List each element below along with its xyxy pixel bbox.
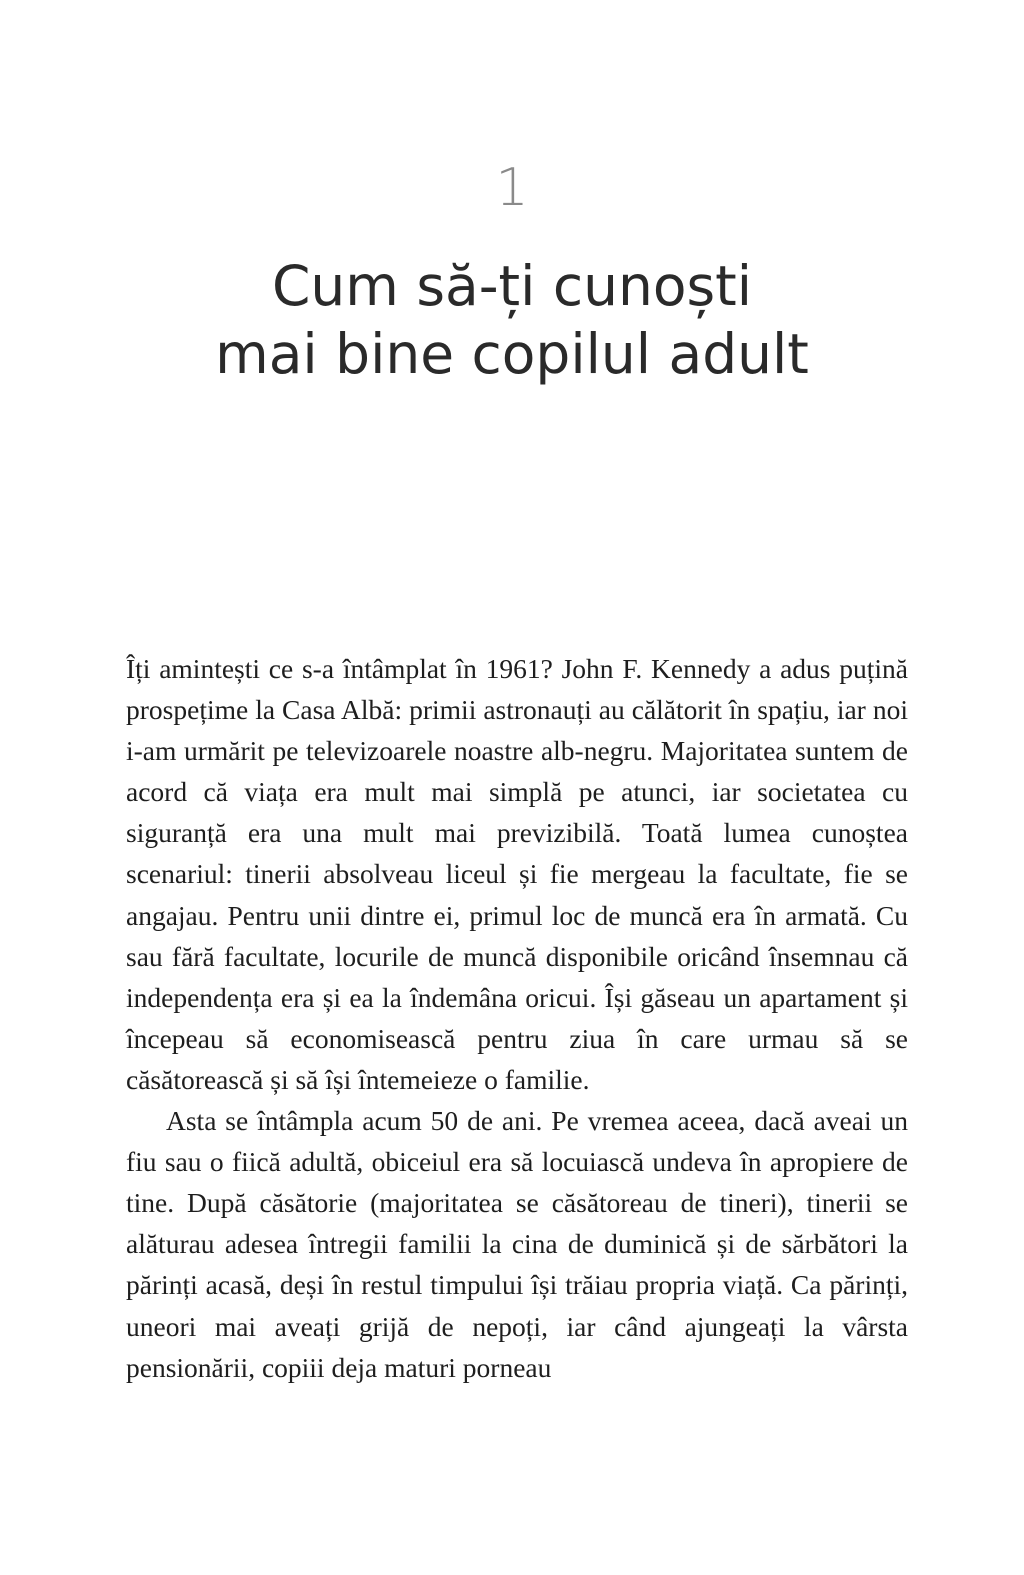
chapter-title-line-2: mai bine copilul adult bbox=[215, 322, 809, 386]
chapter-title bbox=[0, 252, 1024, 388]
chapter-title-line-1: Cum să-ți cunoști bbox=[272, 254, 752, 318]
body-text bbox=[126, 648, 908, 1388]
paragraph-1: Îți amintești ce s-a întâmplat în 1961? John F. Kennedy a adus puțină prospețime la Casa Albă: primii astronauți au călătorit în spațiu, iar noi i-am urmărit pe televizoarele noastre alb-negru. Majoritatea suntem de acord că viața era mult mai simplă pe atunci, iar societatea cu siguranță era una mult mai previzibilă. Toată lumea cunoștea scenariul: tinerii absolveau liceul și fie mergeau la facultate, fie se angajau. Pentru unii dintre ei, primul loc de muncă era în armată. Cu sau fără facultate, locurile de muncă disponibile oricând însemnau că independența era și ea la îndemâna oricui. Își găseau un apartament și începeau să economisească pentru ziua în care urmau să se căsătorească și să își întemeieze o familie. bbox=[126, 653, 908, 1095]
paragraph-2: Asta se întâmpla acum 50 de ani. Pe vremea aceea, dacă aveai un fiu sau o fiică adultă, obiceiul era să locuiască undeva în apropiere de tine. După căsătorie (majoritatea se căsătoreau de tineri), tinerii se alăturau adesea întregii familii la cina de duminică și de sărbători la părinți acasă, deși în restul timpului își trăiau propria viață. Ca părinți, uneori mai aveați grijă de nepoți, iar când ajungeați la vârsta pensionării, copiii deja maturi porneau bbox=[126, 1105, 908, 1383]
chapter-number: 1 bbox=[495, 158, 529, 218]
